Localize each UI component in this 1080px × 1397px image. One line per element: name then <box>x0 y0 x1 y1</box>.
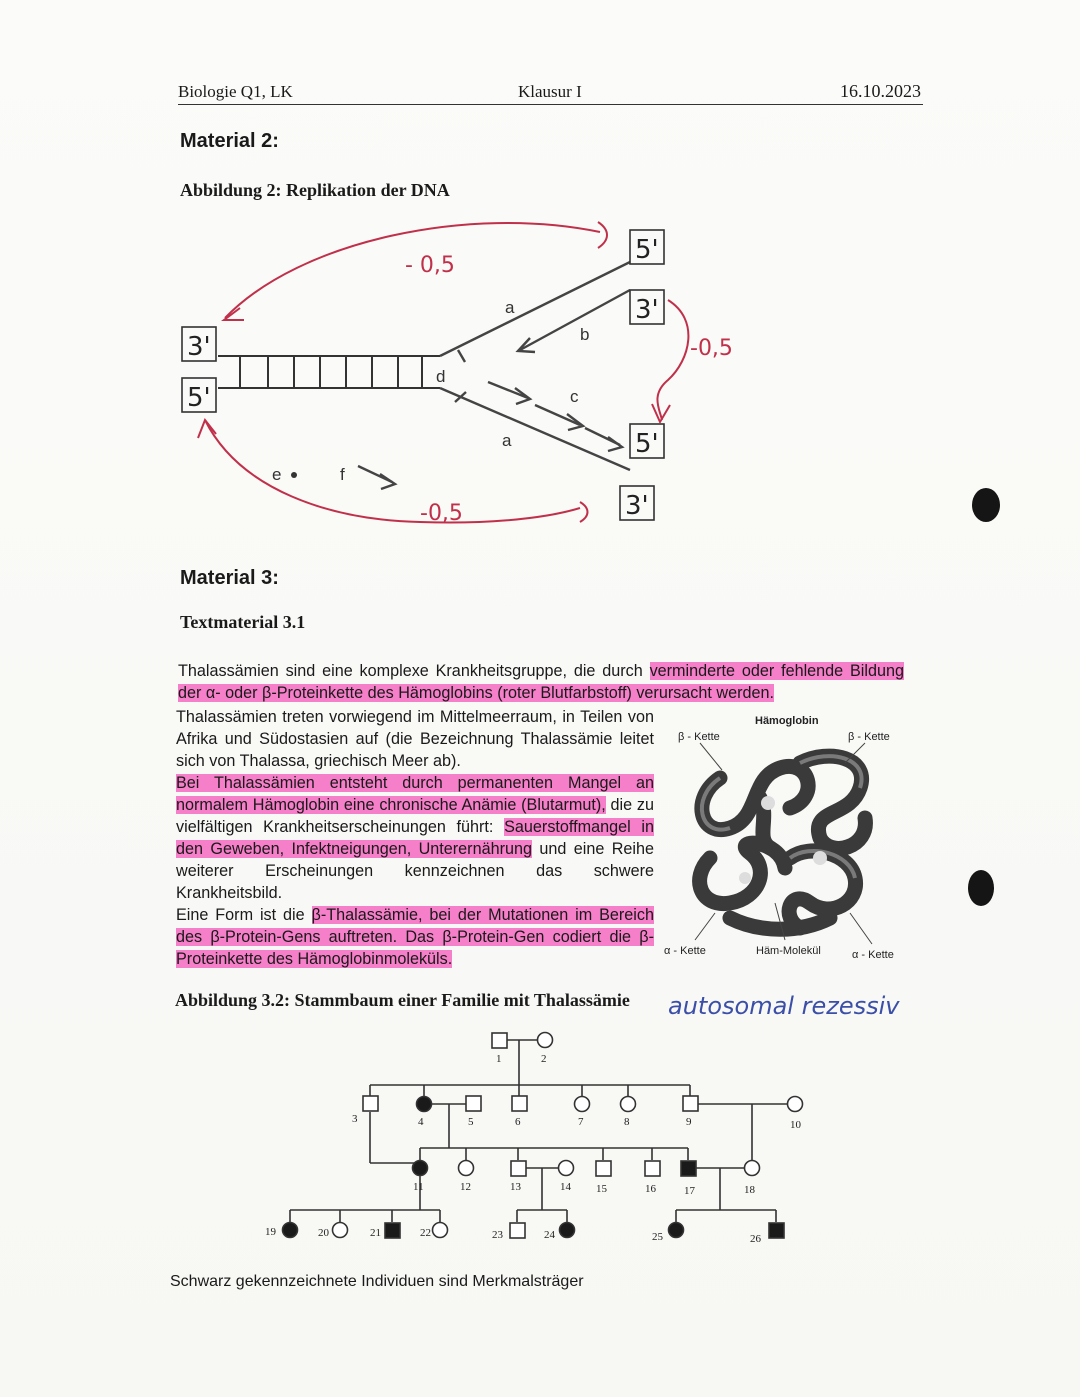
id-14: 14 <box>560 1181 571 1193</box>
label-a-bottom: a <box>502 431 512 450</box>
hb-beta-right: β - Kette <box>848 731 890 743</box>
hb-alpha-left: α - Kette <box>664 945 706 957</box>
score-bottom: -0,5 <box>420 501 463 526</box>
header-exam: Klausur I <box>518 82 582 101</box>
id-21: 21 <box>370 1227 381 1239</box>
individual-21 <box>385 1223 400 1238</box>
p3-highlight-2: Sauerstoffmangel in den Geweben, Infektneigungen, Unterernährung <box>176 818 654 858</box>
header-date: 16.10.2023 <box>840 81 921 101</box>
id-23: 23 <box>492 1229 503 1241</box>
individual-23 <box>510 1223 525 1238</box>
label-c: c <box>570 387 579 406</box>
id-16: 16 <box>645 1183 656 1195</box>
id-5: 5 <box>468 1116 474 1128</box>
handwritten-note: autosomal rezessiv <box>668 992 900 1020</box>
id-18: 18 <box>744 1184 755 1196</box>
score-right: -0,5 <box>690 336 733 361</box>
individual-3 <box>363 1096 378 1111</box>
hb-haem: Häm-Molekül <box>756 945 821 957</box>
individual-22 <box>433 1223 448 1238</box>
individual-26 <box>769 1223 784 1238</box>
box-right-mid-label: 3' <box>635 295 659 325</box>
material3-heading: Material 3: <box>180 567 279 589</box>
id-25: 25 <box>652 1231 663 1243</box>
individual-2 <box>538 1033 553 1048</box>
individual-1 <box>492 1033 507 1048</box>
individual-18 <box>745 1161 760 1176</box>
label-f: f <box>340 465 345 484</box>
individual-8 <box>621 1097 636 1112</box>
individual-13 <box>511 1161 526 1176</box>
id-8: 8 <box>624 1116 630 1128</box>
p3-highlight: Bei Thalassämien entsteht durch permanenten Mangel an normalem Hämoglobin eine chronische Anämie (Blutarmut), <box>176 774 654 814</box>
individual-4 <box>417 1097 432 1112</box>
id-26: 26 <box>750 1233 761 1245</box>
individual-14 <box>559 1161 574 1176</box>
p3-plain-2: und eine Reihe weiterer Erscheinungen kennzeichnen das schwere Krankheitsbild. <box>176 840 655 902</box>
individual-11 <box>413 1161 428 1176</box>
individual-20 <box>333 1223 348 1238</box>
punch-hole-top <box>972 488 1000 522</box>
id-7: 7 <box>578 1116 584 1128</box>
individual-12 <box>459 1161 474 1176</box>
id-24: 24 <box>544 1229 555 1241</box>
pedigree-caption: Abbildung 3.2: Stammbaum einer Familie mit Thalassämie <box>175 990 630 1010</box>
individual-25 <box>669 1223 684 1238</box>
pedigree-lines <box>290 1040 788 1222</box>
id-10: 10 <box>790 1119 801 1131</box>
individual-6 <box>512 1096 527 1111</box>
label-d: d <box>436 367 446 386</box>
box-top-right-label: 5' <box>635 235 659 265</box>
hb-title: Hämoglobin <box>755 715 819 727</box>
p3-plain: die zu vielfältigen Krankheitserscheinungen führt: <box>176 796 654 836</box>
figure2-caption: Abbildung 2: Replikation der DNA <box>180 180 450 200</box>
header-subject: Biologie Q1, LK <box>178 82 293 101</box>
material2-heading: Material 2: <box>180 130 279 152</box>
box-left-top-label: 3' <box>187 332 211 362</box>
textmaterial-heading: Textmaterial 3.1 <box>180 612 306 632</box>
p2-text: Thalassämien treten vorwiegend im Mittelmeerraum, in Teilen von Afrika und Südostasien auf (die Bezeichnung Thalassämie leitet sich von Thalassa, griechisch Meer ab). <box>176 708 654 770</box>
label-a-top: a <box>505 298 515 317</box>
p4-plain: Eine Form ist die <box>176 906 312 924</box>
p1-highlight: verminderte oder fehlende Bildung der α- oder β-Proteinkette des Hämoglobins (roter Blutfarbstoff) verursacht werden. <box>178 662 904 702</box>
id-12: 12 <box>460 1181 471 1193</box>
pedigree-footnote: Schwarz gekennzeichnete Individuen sind Merkmalsträger <box>170 1273 584 1290</box>
individual-10 <box>788 1097 803 1112</box>
id-2: 2 <box>541 1053 547 1065</box>
individual-9 <box>683 1096 698 1111</box>
p1-plain: Thalassämien sind eine komplexe Krankheitsgruppe, die durch <box>178 662 650 680</box>
id-11: 11 <box>413 1181 424 1193</box>
id-17: 17 <box>684 1185 695 1197</box>
id-15: 15 <box>596 1183 607 1195</box>
individual-16 <box>645 1161 660 1176</box>
box-left-bottom-label: 5' <box>187 383 211 413</box>
individual-5 <box>466 1096 481 1111</box>
p4-highlight: β-Thalassämie, bei der Mutationen im Bereich des β-Protein-Gens auftreten. Das β-Protein-Gen codiert die β-Proteinkette des Hämoglobinmoleküls. <box>176 906 654 968</box>
individual-19 <box>283 1223 298 1238</box>
pedigree-numbers <box>265 1053 802 1245</box>
score-top: - 0,5 <box>405 253 455 278</box>
id-22: 22 <box>420 1227 431 1239</box>
individual-17 <box>681 1161 696 1176</box>
label-e: e <box>272 465 282 484</box>
label-b: b <box>580 325 590 344</box>
id-9: 9 <box>686 1116 692 1128</box>
box-bottom-right-label: 5' <box>635 429 659 459</box>
id-19: 19 <box>265 1226 276 1238</box>
id-20: 20 <box>318 1227 329 1239</box>
hb-beta-left: β - Kette <box>678 731 720 743</box>
box-bottom-label: 3' <box>625 491 649 521</box>
id-13: 13 <box>510 1181 521 1193</box>
id-3: 3 <box>352 1113 358 1125</box>
punch-hole-bottom <box>968 870 994 906</box>
id-6: 6 <box>515 1116 521 1128</box>
hb-alpha-right: α - Kette <box>852 949 894 961</box>
id-1: 1 <box>496 1053 502 1065</box>
individual-7 <box>575 1097 590 1112</box>
individual-15 <box>596 1161 611 1176</box>
id-4: 4 <box>418 1116 424 1128</box>
individual-24 <box>560 1223 575 1238</box>
